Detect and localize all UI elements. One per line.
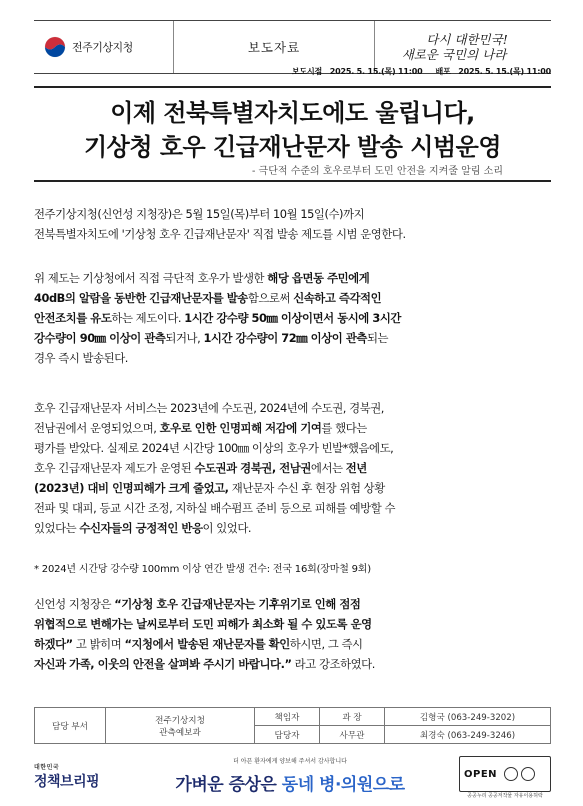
bold-text: 하겠다”	[34, 637, 73, 651]
person-1: 김형국 (063-249-3202)	[385, 708, 551, 726]
bold-text: 1시간 강수량이 72㎜ 이상이 관측	[203, 331, 367, 345]
bold-text: 수신자들의 긍정적인 반응	[79, 521, 203, 535]
headline-box	[34, 86, 551, 182]
p4-line-1	[34, 594, 551, 614]
banner-text-b: 동네 병·의원으로	[281, 775, 405, 795]
paragraph-3	[34, 398, 551, 538]
position-1: 과 장	[320, 708, 385, 726]
contact-table	[34, 707, 551, 744]
p3-line-3: 평가를 받았다. 실제로 2024년 시간당 100㎜ 이상의 호우가 빈발*했음에도,	[34, 441, 394, 455]
role-1: 책임자	[255, 708, 320, 726]
bold-text: 안전조치를 유도	[34, 311, 112, 325]
slogan-line-2: 새로운 국민의 나라	[401, 47, 507, 62]
text: 있었다는	[34, 521, 80, 535]
p3-line-6: 전파 및 대피, 등교 시간 조정, 지하실 배수펌프 준비 등으로 피해를 예방할 수	[34, 501, 395, 515]
org-name: 전주기상지청	[72, 41, 133, 54]
text: 고 밝히며	[72, 637, 125, 651]
document-type: 보도자료	[174, 21, 375, 73]
p2-line-4	[34, 328, 551, 348]
bold-text: 40dB의 알람을 동반한 긴급재난문자를 발송	[34, 291, 248, 305]
role-2: 담당자	[255, 726, 320, 744]
paragraph-1	[34, 204, 551, 244]
bold-text: “기상청 호우 긴급재난문자는 기후위기로 인해 점점	[114, 597, 361, 611]
bold-text: (2023년) 대비 인명피해가 크게 줄었고,	[34, 481, 229, 495]
banner-text-a: 가벼운 증상은	[175, 775, 282, 795]
headline-line-1: 이제 전북특별자치도에도 울립니다,	[110, 99, 475, 127]
paragraph-2	[34, 268, 551, 368]
text: 되는	[366, 331, 389, 345]
paragraph-4	[34, 594, 551, 674]
text: 재난문자 수신 후 현장 위험 상황	[228, 481, 385, 495]
text: 함으로써	[247, 291, 294, 305]
person-2: 최경숙 (063-249-3246)	[385, 726, 551, 744]
footer	[0, 752, 583, 806]
footnote: * 2024년 시간당 강수량 100mm 이상 연간 발생 건수: 전국 16회(장마철 9회)	[34, 564, 371, 575]
p1-line-1: 전주기상지청(신언성 지청장)은 5월 15일(목)부터 10월 15일(수)까지	[34, 207, 365, 221]
text: 이 있었다.	[202, 521, 252, 535]
p3-line-5	[34, 478, 551, 498]
noncommercial-icon	[521, 767, 535, 781]
policy-briefing-logo[interactable]	[34, 762, 99, 791]
text: 호우 긴급재난문자 제도가 운영된	[34, 461, 195, 475]
bold-text: 강수량이 90㎜ 이상이 관측	[34, 331, 166, 345]
p2-line-2	[34, 288, 551, 308]
bold-text: 수도권과 경북권, 전남권	[194, 461, 311, 475]
p2-line-5: 경우 즉시 발송된다.	[34, 351, 128, 365]
text: 라고 강조하였다.	[291, 657, 375, 671]
text: 신언성 지청장은	[34, 597, 115, 611]
text: 하시면, 그 즉시	[289, 637, 363, 651]
p3-line-4	[34, 458, 551, 478]
text: 전남권에서 운영되었으며,	[34, 421, 160, 435]
dept-name-1: 전주기상지청	[155, 715, 205, 726]
brand-small: 대한민국	[34, 764, 60, 771]
text: 에서는	[310, 461, 346, 475]
bold-text: 자신과 가족, 이웃의 안전을 살펴봐 주시기 바랍니다.”	[34, 657, 292, 671]
headline-line-2: 기상청 호우 긴급재난문자 발송 시범운영	[83, 133, 502, 161]
p3-line-1: 호우 긴급재난문자 서비스는 2023년에 수도권, 2024년에 수도권, 경북권,	[34, 401, 384, 415]
bold-text: 해당 읍면동 주민에게	[267, 271, 370, 285]
text: 위 제도는 기상청에서 직접 극단적 호우가 발생한	[34, 271, 268, 285]
p2-line-1	[34, 268, 551, 288]
banner-small-text: 더 아픈 환자에게 양보해 주셔서 감사합니다	[233, 758, 347, 765]
release-time: 보도시점 2025. 5. 15.(목) 11:00 배포 2025. 5. 15.(목) 11:00	[291, 67, 551, 76]
p3-line-2	[34, 418, 551, 438]
p4-line-4	[34, 654, 551, 674]
position-2: 사무관	[320, 726, 385, 744]
dept-name	[106, 708, 255, 744]
bold-text: “지청에서 발송된 재난문자를 확인	[124, 637, 290, 651]
text: 되거나,	[165, 331, 204, 345]
p4-line-2	[34, 614, 551, 634]
bold-text: 전년	[345, 461, 367, 475]
text: 를 했다는	[321, 421, 367, 435]
bold-text: 1시간 강수량 50㎜ 이상이면서 동시에 3시간	[184, 311, 401, 325]
text: 하는 제도이다.	[111, 311, 185, 325]
brand-big: 정책브리핑	[34, 774, 100, 790]
p3-line-7	[34, 518, 551, 538]
p4-line-3	[34, 634, 551, 654]
bold-text: 호우로 인한 인명피해 저감에 기여	[159, 421, 322, 435]
bold-text: 신속하고 즉각적인	[293, 291, 382, 305]
p1-line-2: 전북특별자치도에 '기상청 호우 긴급재난문자' 직접 발송 제도를 시범 운영한다.	[34, 227, 406, 241]
kogl-caption: 공공누리 공공저작물 자유이용허락	[467, 793, 543, 799]
slogan-line-1: 다시 대한민국!	[426, 32, 508, 47]
dept-label: 담당 부서	[35, 708, 106, 744]
bold-text: 위협적으로 변해가는 날씨로부터 도민 피해가 최소화 될 수 있도록 운영	[34, 617, 372, 631]
campaign-banner[interactable]	[142, 756, 438, 800]
dept-name-2: 관측예보과	[159, 727, 201, 738]
government-emblem-icon	[44, 36, 66, 58]
headline-subtitle: - 극단적 수준의 호우로부터 도민 안전을 지켜줄 알림 소리	[252, 166, 503, 177]
kogl-badge[interactable]	[459, 756, 551, 792]
banner-headline	[142, 770, 438, 795]
attribution-icon	[504, 767, 518, 781]
kogl-label: OPEN	[464, 768, 498, 780]
p2-line-3	[34, 308, 551, 328]
